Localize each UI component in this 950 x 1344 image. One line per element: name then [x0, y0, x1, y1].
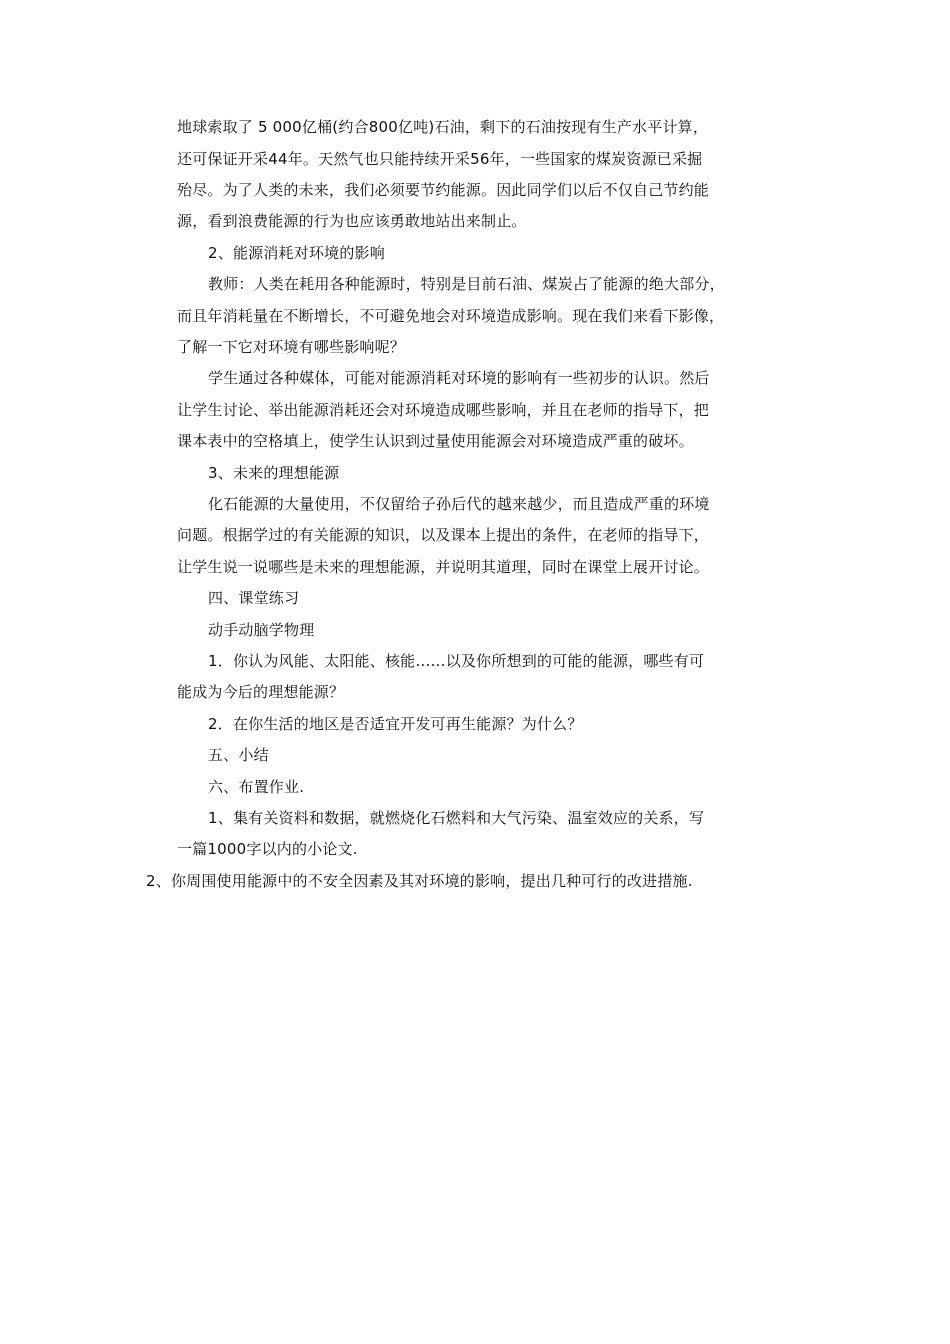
assignment-line: 一篇1000字以内的小论文.: [177, 840, 358, 858]
assignment-line: 2、你周围使用能源中的不安全因素及其对环境的影响，提出几种可行的改进措施.: [146, 872, 693, 890]
section-heading: 2、能源消耗对环境的影响: [208, 244, 385, 262]
subheading: 动手动脑学物理: [208, 621, 315, 639]
assignment-line: 1、集有关资料和数据，就燃烧化石燃料和大气污染、温室效应的关系，写: [208, 809, 705, 827]
paragraph-line: 学生通过各种媒体，可能对能源消耗对环境的影响有一些初步的认识。然后: [208, 369, 710, 387]
paragraph-line: 殆尽。为了人类的未来，我们必须要节约能源。因此同学们以后不仅自己节约能: [177, 181, 710, 199]
paragraph-line: 化石能源的大量使用，不仅留给子孙后代的越来越少，而且造成严重的环境: [208, 495, 710, 513]
paragraph-line: 源，看到浪费能源的行为也应该勇敢地站出来制止。: [177, 212, 527, 230]
paragraph-line: 课本表中的空格填上，使学生认识到过量使用能源会对环境造成严重的破坏。: [177, 432, 694, 450]
paragraph-line: 让学生讨论、举出能源消耗还会对环境造成哪些影响，并且在老师的指导下，把: [177, 401, 710, 419]
section-heading: 3、未来的理想能源: [208, 464, 340, 482]
paragraph-line: 地球索取了 5 000亿桶(约合800亿吨)石油，剩下的石油按现有生产水平计算，: [177, 118, 709, 136]
paragraph-line: 让学生说一说哪些是未来的理想能源，并说明其道理，同时在课堂上展开讨论。: [177, 558, 710, 576]
question-line: 1．你认为风能、太阳能、核能……以及你所想到的可能的能源，哪些有可: [208, 652, 705, 670]
paragraph-line: 了解一下它对环境有哪些影响呢？: [177, 338, 406, 356]
section-heading: 五、小结: [208, 746, 269, 764]
section-heading: 六、布置作业.: [208, 778, 305, 796]
question-line: 2．在你生活的地区是否适宜开发可再生能源？为什么？: [208, 715, 583, 733]
paragraph-line: 还可保证开采44年。天然气也只能持续开采56年，一些国家的煤炭资源已采掘: [177, 150, 703, 168]
paragraph-line: 而且年消耗量在不断增长，不可避免地会对环境造成影响。现在我们来看下影像，: [177, 307, 725, 325]
paragraph-line: 教师：人类在耗用各种能源时，特别是目前石油、煤炭占了能源的绝大部分，: [208, 275, 725, 293]
paragraph-line: 问题。根据学过的有关能源的知识，以及课本上提出的条件，在老师的指导下，: [177, 526, 710, 544]
question-line: 能成为今后的理想能源？: [177, 683, 345, 701]
section-heading: 四、课堂练习: [208, 589, 300, 607]
